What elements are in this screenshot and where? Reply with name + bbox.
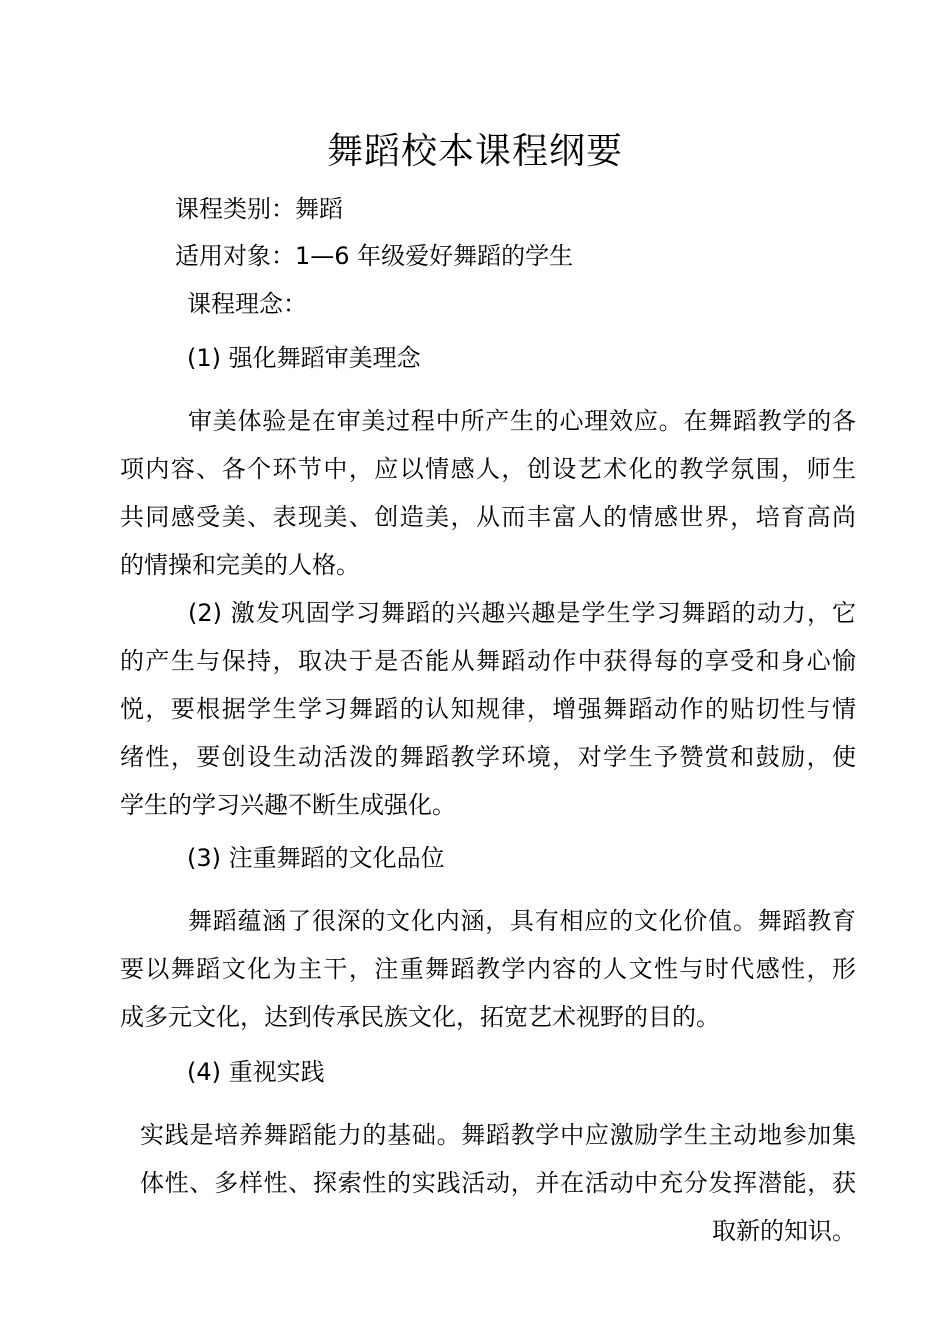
paragraph-line: 学生的学习兴趣不断生成强化。: [120, 791, 456, 819]
paragraph-line: 审美体验是在审美过程中所产生的心理效应。在舞蹈教学的各: [188, 407, 856, 435]
target-audience: 适用对象：1—6 年级爱好舞蹈的学生: [175, 242, 574, 270]
paragraph-line: 体性、多样性、探索性的实践活动，并在活动中充分发挥潜能，获: [140, 1169, 856, 1197]
section-paragraph: [140, 1111, 856, 1255]
paragraph-line: 项内容、各个环节中，应以情感人，创设艺术化的教学氛围，师生: [120, 455, 856, 483]
philosophy-heading: 课程理念：: [187, 290, 307, 318]
paragraph-line: (2) 激发巩固学习舞蹈的兴趣兴趣是学生学习舞蹈的动力，它: [188, 599, 856, 627]
paragraph-line: 要以舞蹈文化为主干，注重舞蹈教学内容的人文性与时代感性，形: [120, 955, 856, 983]
paragraph-line: 取新的知识。: [712, 1217, 856, 1245]
paragraph-line: 悦，要根据学生学习舞蹈的认知规律，增强舞蹈动作的贴切性与情: [120, 695, 856, 723]
section-heading: (1) 强化舞蹈审美理念: [187, 344, 421, 372]
paragraph-line: 的情操和完美的人格。: [120, 551, 360, 579]
paragraph-line: 舞蹈蕴涵了很深的文化内涵，具有相应的文化价值。舞蹈教育: [188, 907, 856, 935]
paragraph-line: 共同感受美、表现美、创造美，从而丰富人的情感世界，培育高尚: [120, 503, 856, 531]
paragraph-line: 的产生与保持，取决于是否能从舞蹈动作中获得每的享受和身心愉: [120, 647, 856, 675]
section-paragraph: [120, 589, 856, 829]
section-heading: (4) 重视实践: [187, 1058, 325, 1086]
section-paragraph: [120, 897, 856, 1041]
paragraph-line: 成多元文化，达到传承民族文化，拓宽艺术视野的目的。: [120, 1003, 720, 1031]
course-category: 课程类别：舞蹈: [175, 195, 343, 223]
paragraph-line: 绪性，要创设生动活泼的舞蹈教学环境，对学生予赞赏和鼓励，使: [120, 743, 856, 771]
section-heading: (3) 注重舞蹈的文化品位: [187, 844, 445, 872]
paragraph-line: 实践是培养舞蹈能力的基础。舞蹈教学中应激励学生主动地参加集: [140, 1121, 856, 1149]
document-title: 舞蹈校本课程纲要: [326, 131, 623, 172]
section-paragraph: [120, 397, 856, 589]
